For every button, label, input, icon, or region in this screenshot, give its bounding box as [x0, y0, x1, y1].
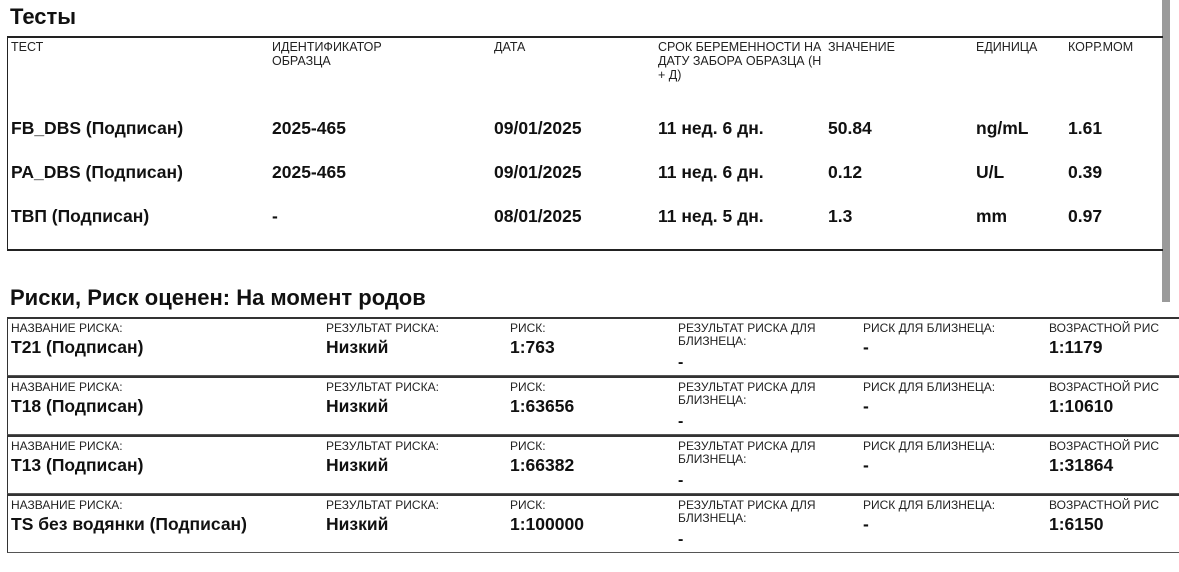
- risk-row: [7, 317, 1179, 376]
- risk-name-label: НАЗВАНИЕ РИСКА:: [11, 498, 123, 512]
- age-risk-label: ВОЗРАСТНОЙ РИС: [1049, 498, 1159, 512]
- twin-risk: -: [863, 396, 869, 416]
- test-date: 08/01/2025: [494, 206, 582, 226]
- header-unit: ЕДИНИЦА: [976, 40, 1038, 54]
- twin-risk: -: [863, 514, 869, 534]
- test-mom: 0.39: [1068, 162, 1103, 182]
- twin-result-label: РЕЗУЛЬТАТ РИСКА ДЛЯ БЛИЗНЕЦА:: [678, 498, 816, 525]
- header-test: ТЕСТ: [11, 40, 44, 54]
- risk-label: РИСК:: [510, 321, 546, 335]
- risk-result: Низкий: [326, 455, 389, 475]
- risk-result-label: РЕЗУЛЬТАТ РИСКА:: [326, 321, 439, 335]
- header-mom: КОРР.МОМ: [1068, 40, 1134, 54]
- tests-table: [7, 36, 1163, 251]
- twin-risk-label: РИСК ДЛЯ БЛИЗНЕЦА:: [863, 321, 996, 335]
- risk-label: РИСК:: [510, 498, 546, 512]
- age-risk: 1:31864: [1049, 455, 1114, 475]
- twin-risk-label: РИСК ДЛЯ БЛИЗНЕЦА:: [863, 498, 996, 512]
- header-sample-id: ИДЕНТИФИКАТОР ОБРАЗЦА: [272, 40, 382, 68]
- age-risk: 1:10610: [1049, 396, 1114, 416]
- gestation-age: 11 нед. 6 дн.: [658, 162, 764, 182]
- twin-risk: -: [863, 337, 869, 357]
- sample-id: 2025-465: [272, 162, 346, 182]
- twin-result: -: [678, 413, 684, 430]
- test-unit: mm: [976, 206, 1008, 226]
- twin-result: -: [678, 531, 684, 548]
- risk-result: Низкий: [326, 396, 389, 416]
- age-risk: 1:1179: [1049, 337, 1103, 357]
- risk-result: Низкий: [326, 337, 389, 357]
- risk-result: Низкий: [326, 514, 389, 534]
- test-mom: 1.61: [1068, 118, 1103, 138]
- gestation-age: 11 нед. 5 дн.: [658, 206, 764, 226]
- header-gestation: СРОК БЕРЕМЕННОСТИ НА ДАТУ ЗАБОРА ОБРАЗЦА (Н + Д): [658, 40, 822, 82]
- risk-label: РИСК:: [510, 439, 546, 453]
- header-value: ЗНАЧЕНИЕ: [828, 40, 895, 54]
- risk-name-label: НАЗВАНИЕ РИСКА:: [11, 439, 123, 453]
- risk-name-label: НАЗВАНИЕ РИСКА:: [11, 321, 123, 335]
- test-value: 1.3: [828, 206, 853, 226]
- test-date: 09/01/2025: [494, 162, 582, 182]
- risk-result-label: РЕЗУЛЬТАТ РИСКА:: [326, 498, 439, 512]
- test-date: 09/01/2025: [494, 118, 582, 138]
- risk-result-label: РЕЗУЛЬТАТ РИСКА:: [326, 380, 439, 394]
- tests-section-title: Тесты: [10, 4, 77, 29]
- twin-risk-label: РИСК ДЛЯ БЛИЗНЕЦА:: [863, 439, 996, 453]
- risk-row: [7, 376, 1179, 435]
- twin-result-label: РЕЗУЛЬТАТ РИСКА ДЛЯ БЛИЗНЕЦА:: [678, 321, 816, 348]
- risk-result-label: РЕЗУЛЬТАТ РИСКА:: [326, 439, 439, 453]
- twin-result: -: [678, 472, 684, 489]
- test-unit: ng/mL: [976, 118, 1029, 138]
- risk-name: T18 (Подписан): [11, 396, 144, 416]
- test-value: 0.12: [828, 162, 863, 182]
- header-date: ДАТА: [494, 40, 526, 54]
- twin-risk-label: РИСК ДЛЯ БЛИЗНЕЦА:: [863, 380, 996, 394]
- risk-name: TS без водянки (Подписан): [11, 514, 247, 534]
- test-mom: 0.97: [1068, 206, 1103, 226]
- gestation-age: 11 нед. 6 дн.: [658, 118, 764, 138]
- risk-row: [7, 494, 1179, 553]
- risk-name: T21 (Подписан): [11, 337, 144, 357]
- risk-row: [7, 435, 1179, 494]
- risks-section-title: Риски, Риск оценен: На момент родов: [10, 285, 426, 310]
- age-risk-label: ВОЗРАСТНОЙ РИС: [1049, 439, 1159, 453]
- twin-result: -: [678, 354, 684, 371]
- sample-id: 2025-465: [272, 118, 346, 138]
- age-risk: 1:6150: [1049, 514, 1104, 534]
- age-risk-label: ВОЗРАСТНОЙ РИС: [1049, 380, 1159, 394]
- twin-result-label: РЕЗУЛЬТАТ РИСКА ДЛЯ БЛИЗНЕЦА:: [678, 380, 816, 407]
- test-value: 50.84: [828, 118, 872, 138]
- twin-result-label: РЕЗУЛЬТАТ РИСКА ДЛЯ БЛИЗНЕЦА:: [678, 439, 816, 466]
- risk-label: РИСК:: [510, 380, 546, 394]
- sample-id: -: [272, 206, 278, 226]
- risk-name-label: НАЗВАНИЕ РИСКА:: [11, 380, 123, 394]
- test-name: FB_DBS (Подписан): [11, 118, 184, 138]
- risk-name: T13 (Подписан): [11, 455, 144, 475]
- risk-value: 1:66382: [510, 455, 575, 475]
- age-risk-label: ВОЗРАСТНОЙ РИС: [1049, 321, 1159, 335]
- risk-value: 1:63656: [510, 396, 575, 416]
- twin-risk: -: [863, 455, 869, 475]
- scrollbar[interactable]: [1162, 0, 1170, 302]
- test-name: PA_DBS (Подписан): [11, 162, 183, 182]
- test-unit: U/L: [976, 162, 1005, 182]
- risk-value: 1:100000: [510, 514, 584, 534]
- test-name: ТВП (Подписан): [11, 206, 150, 226]
- risk-value: 1:763: [510, 337, 555, 357]
